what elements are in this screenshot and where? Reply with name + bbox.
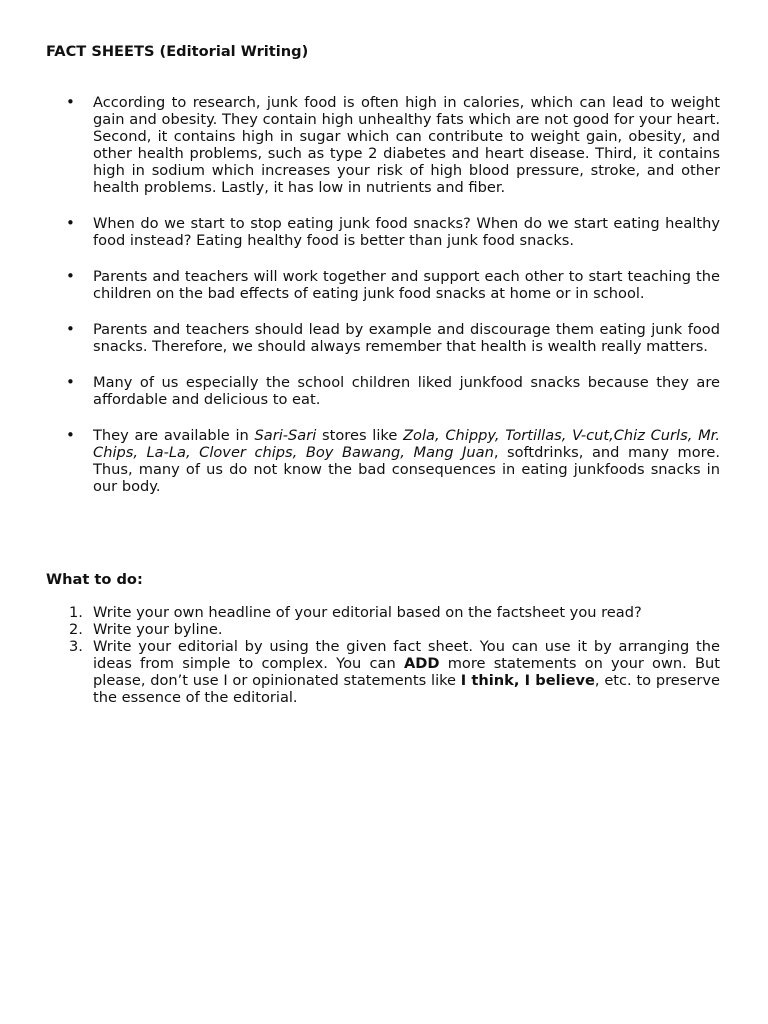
task-number: 3. — [69, 638, 83, 655]
fact-text-part: , softdrinks, and many more. Thus, many of us do not know the bad consequences in eating junkfoods snacks in our body. — [93, 444, 720, 495]
fact-text-italic: Zola, Chippy, Tortillas, V-cut,Chiz Curls, Mr. Chips, La-La, Clover chips, Boy Bawang, Mang Juan — [93, 427, 720, 461]
bullet-icon: • — [66, 426, 75, 444]
task-text-part: more statements on your own. But please, don’t use I or opinionated statements like — [93, 655, 721, 689]
fact-text: Many of us especially the school children liked junkfood snacks because they are affordable and delicious to eat. — [93, 374, 720, 408]
bullet-icon: • — [66, 93, 75, 111]
fact-text: According to research, junk food is often high in calories, which can lead to weight gain and obesity. They contain high unhealthy fats which are not good for your heart. Second, it contains high in sugar which can contribute to weight gain, obesity, and other health problems, such as type 2 diabetes and heart disease. Third, it contains high in sodium which increases your risk of high blood pressure, stroke, and other health problems. Lastly, it has low in nutrients and fiber. — [93, 94, 720, 196]
fact-item — [0, 268, 720, 302]
fact-item — [0, 374, 720, 408]
task-text-part: , etc. to preserve the essence of the editorial. — [93, 672, 720, 706]
fact-text-part: stores like — [316, 427, 404, 444]
fact-text: When do we start to stop eating junk food snacks? When do we start eating healthy food instead? Eating healthy food is better than junk food snacks. — [93, 215, 720, 249]
bullet-icon: • — [66, 267, 75, 285]
task-item — [0, 604, 720, 621]
task-list — [0, 604, 720, 706]
fact-text-part: They are available in — [93, 427, 255, 444]
fact-item — [0, 427, 720, 495]
task-text-bold: I think, I believe — [460, 672, 595, 689]
task-text: Write your byline. — [93, 621, 223, 638]
fact-text: Parents and teachers should lead by example and discourage them eating junk food snacks. Therefore, we should always remember that health is wealth really matters. — [93, 321, 720, 355]
fact-list — [0, 94, 720, 514]
fact-item — [0, 321, 720, 355]
fact-text: Parents and teachers will work together and support each other to start teaching the children on the bad effects of eating junk food snacks at home or in school. — [93, 268, 720, 302]
bullet-icon: • — [66, 214, 75, 232]
task-text-bold: ADD — [403, 655, 440, 672]
fact-item — [0, 94, 720, 196]
task-text: Write your own headline of your editorial based on the factsheet you read? — [93, 604, 642, 621]
task-text-part: Write your editorial by using the given fact sheet. You can use it by arranging the ideas from simple to complex. You can — [93, 638, 720, 672]
fact-item — [0, 215, 720, 249]
task-item — [0, 638, 720, 706]
document-title: FACT SHEETS (Editorial Writing) — [46, 43, 309, 60]
task-number: 2. — [69, 621, 83, 638]
task-item — [0, 621, 720, 638]
fact-text-italic: Sari-Sari — [254, 427, 317, 444]
task-number: 1. — [69, 604, 83, 621]
bullet-icon: • — [66, 320, 75, 338]
bullet-icon: • — [66, 373, 75, 391]
what-to-do-heading: What to do: — [46, 571, 143, 588]
